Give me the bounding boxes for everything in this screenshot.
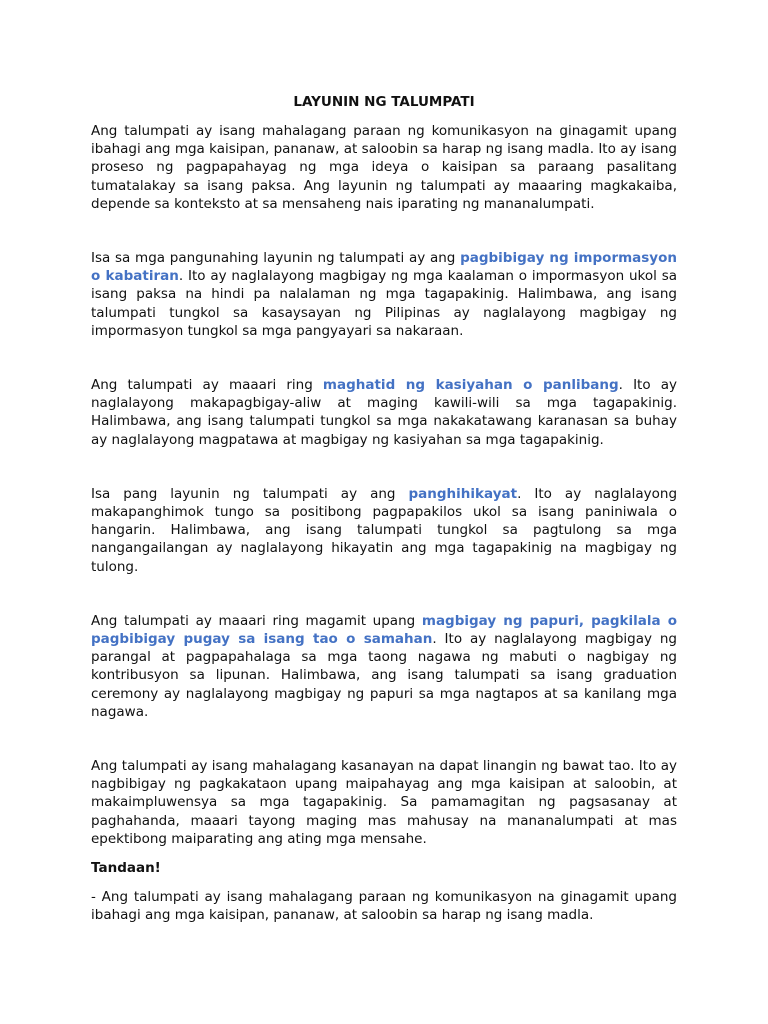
- paragraph-text: Isa sa mga pangunahing layunin ng talumpati ay ang: [91, 250, 461, 267]
- highlighted-phrase: magbigay ng papuri, pagkilala o pagbibigay pugay sa isang tao o samahan: [91, 612, 677, 648]
- paragraph-text: Isa pang layunin ng talumpati ay ang: [91, 485, 409, 502]
- highlighted-phrase: pagbibigay ng impormasyon o kabatiran: [91, 250, 677, 285]
- paragraph-text: . Ito ay naglalayong makapagbigay-aliw at maging kawili-wili sa mga tagapakinig. Halimbawa, ang isang talumpati tungkol sa mga nakakatawang karanasan sa buhay ay naglalayong magpatawa at magbigay ng kasiyahan sa mga tagapakinig.: [91, 377, 678, 448]
- paragraph-text: . Ito ay naglalayong magbigay ng mga kaalaman o impormasyon ukol sa isang paksa na hindi pa nalalaman ng mga tagapakinig. Halimbawa, ang isang talumpati tungkol sa kasaysayan ng Pilipinas ay naglalayong magbigay ng impormasyon tungkol sa mga pangyayari sa nakaraan.: [91, 268, 678, 339]
- highlighted-phrase: maghatid ng kasiyahan o panlibang: [322, 377, 619, 394]
- paragraph-gap: [91, 576, 677, 612]
- paragraph-gap: [91, 848, 677, 859]
- paragraph-text: Ang talumpati ay maaari ring: [91, 377, 323, 394]
- tandaan-item: - Ang talumpati ay isang mahalagang paraan ng komunikasyon na ginagamit upang ibahagi ang mga kaisipan, pananaw, at saloobin sa harap ng isang madla.: [91, 889, 677, 924]
- document-title: LAYUNIN NG TALUMPATI: [293, 94, 475, 110]
- paragraph-gap: [91, 340, 677, 376]
- paragraph-intro: [91, 122, 677, 213]
- tandaan-heading: Tandaan!: [91, 860, 161, 877]
- paragraph-gap: [91, 721, 677, 757]
- paragraph-text: Ang talumpati ay isang mahalagang kasanayan na dapat linangin ng bawat tao. Ito ay nagbibigay ng pagkakataon upang maipahayag ang mga kaisipan at saloobin, at makaimpluwensya sa mga tagapakinig. Sa pamamagitan ng pagsasanay at paghahanda, maaari tayong maging mas mahusay na mananalumpati at mas epektibong maiparating ang ating mga mensahe.: [91, 758, 677, 847]
- paragraph-gap: [91, 877, 677, 888]
- paragraph-text: Ang talumpati ay isang mahalagang paraan ng komunikasyon na ginagamit upang ibahagi ang mga kaisipan, pananaw, at saloobin sa harap ng isang madla. Ito ay isang proseso ng pagpapahayag ng mga ideya o kaisipan sa paraang pasalitang tumatalakay sa isang paksa. Ang layunin ng talumpati ay maaaring magkakaiba, depende sa konteksto at sa mensaheng nais iparating ng mananalumpati.: [91, 123, 677, 212]
- paragraph-panghihikayat: [91, 485, 677, 576]
- paragraph-text: . Ito ay naglalayong magbigay ng parangal at pagpapahalaga sa mga taong nagawa ng mabuti o nagbigay ng kontribusyon sa lipunan. Halimbawa, ang isang talumpati sa isang graduation ceremony ay naglalayong magbigay ng papuri sa mga nagtapos at sa kanilang mga nagawa.: [91, 631, 677, 720]
- paragraph-kasiyahan: [91, 376, 677, 449]
- paragraph-conclusion: [91, 757, 677, 848]
- paragraph-text: . Ito ay naglalayong makapanghimok tungo sa positibong pagpapakilos ukol sa isang paniniwala o hangarin. Halimbawa, ang isang talumpati tungkol sa pagtulong sa mga nangangailangan ay naglalayong hikayatin ang mga tagapakinig na magbigay ng tulong.: [91, 485, 678, 575]
- paragraph-text: Ang talumpati ay maaari ring magamit upang: [91, 612, 422, 629]
- paragraph-gap: [91, 449, 677, 485]
- paragraph-gap: [91, 213, 677, 249]
- paragraph-impormasyon: [91, 249, 677, 340]
- paragraph-papuri: [91, 612, 677, 721]
- highlighted-phrase: panghihikayat: [408, 485, 518, 502]
